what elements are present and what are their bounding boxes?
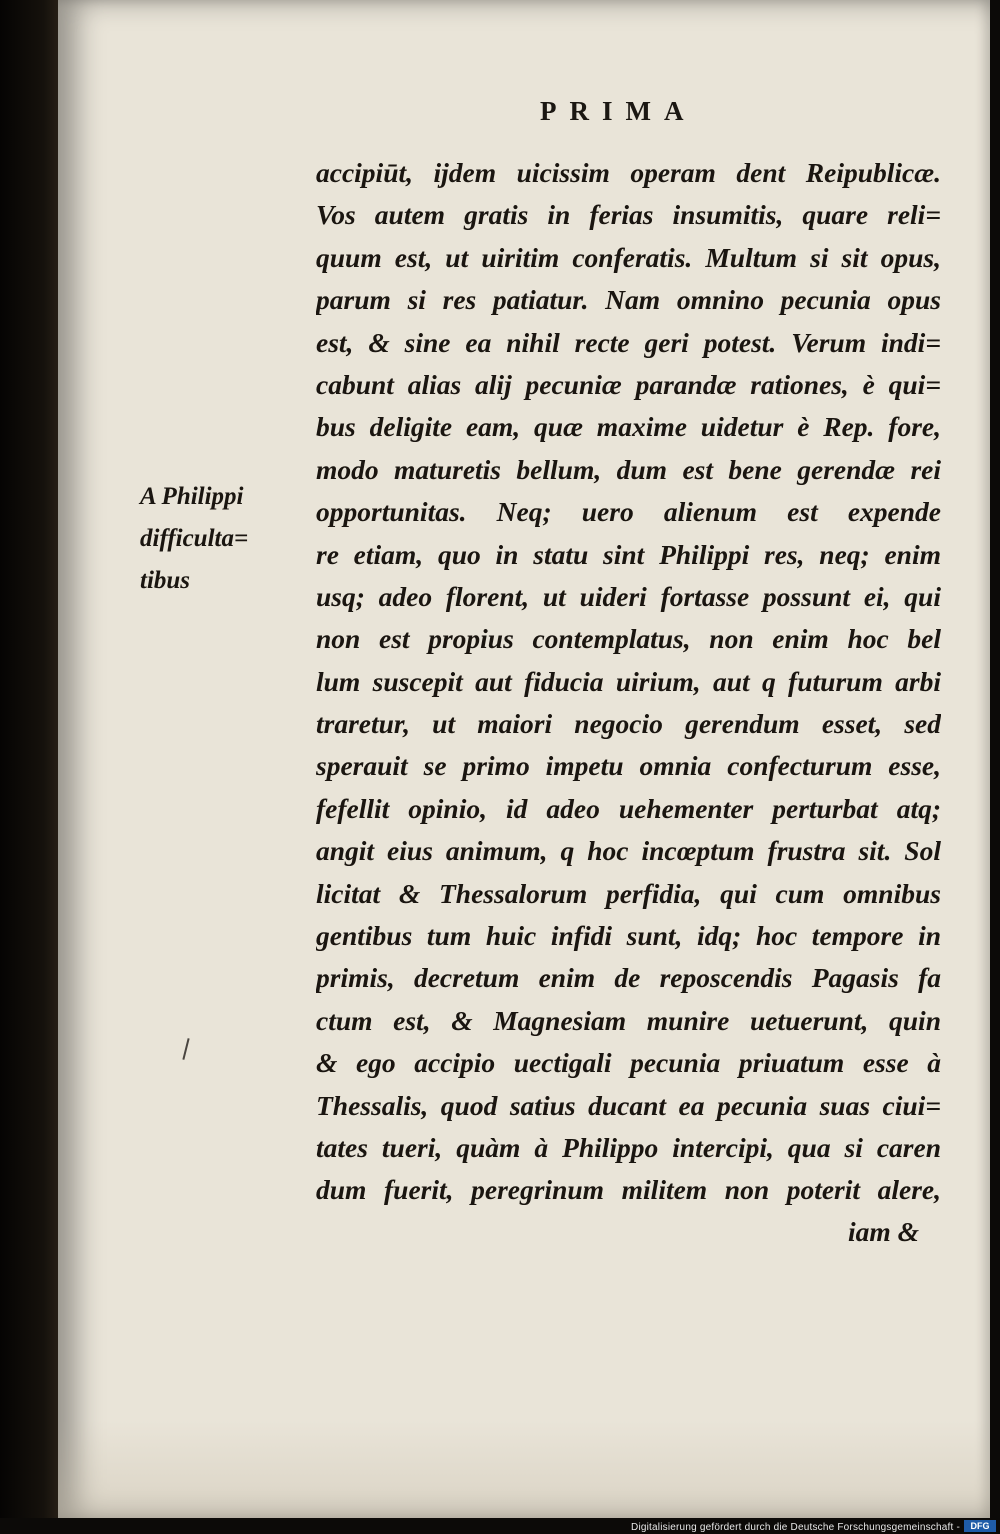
text-line: tates tueri, quàm à Philippo intercipi, qua si caren: [316, 1131, 941, 1163]
text-line: modo maturetis bellum, dum est bene gerendæ rei: [316, 453, 941, 485]
catchword: iam &: [848, 1216, 920, 1247]
text-line: lum suscepit aut fiducia uirium, aut q futurum arbi: [316, 665, 941, 697]
text-line: & ego accipio uectigali pecunia priuatum esse à: [316, 1047, 941, 1079]
text-line: est, & sine ea nihil recte geri potest. Verum indi=: [316, 326, 941, 358]
page-stain: [58, 1420, 990, 1518]
text-line: cabunt alias alij pecuniæ parandæ rationes, è qui=: [316, 368, 941, 400]
margin-note-line: A Philippi: [140, 483, 244, 510]
text-line: licitat & Thessalorum perfidia, qui cum omnibus: [316, 877, 941, 909]
text-line: re etiam, quo in statu sint Philippi res, neq; enim: [316, 538, 941, 570]
footer-bar: [0, 1518, 1000, 1534]
main-text-block: [316, 152, 941, 1212]
text-line: angit eius animum, q hoc incœptum frustra sit. Sol: [316, 835, 941, 867]
text-line: traretur, ut maiori negocio gerendum esset, sed: [316, 708, 941, 740]
text-line: Vos autem gratis in ferias insumitis, quare reli=: [316, 199, 941, 231]
text-line: Thessalis, quod satius ducant ea pecunia suas ciui=: [316, 1089, 941, 1121]
text-line: usq; adeo florent, ut uideri fortasse possunt ei, qui: [316, 580, 941, 612]
scan-dark-edge: [0, 0, 62, 1534]
text-line: opportunitas. Neq; uero alienum est expende: [316, 496, 941, 528]
text-line: sperauit se primo impetu omnia confecturum esse,: [316, 750, 941, 782]
text-line: gentibus tum huic infidi sunt, idq; hoc tempore in: [316, 920, 941, 952]
dfg-logo-icon: DFG: [964, 1520, 996, 1532]
footer-credit: Digitalisierung gefördert durch die Deutsche Forschungsgemeinschaft -: [631, 1522, 960, 1533]
text-line: parum si res patiatur. Nam omnino pecunia opus: [316, 284, 941, 316]
text-line: bus deligite eam, quæ maxime uidetur è Rep. fore,: [316, 411, 941, 443]
text-line: primis, decretum enim de reposcendis Pagasis fa: [316, 962, 941, 994]
text-line: non est propius contemplatus, non enim hoc bel: [316, 623, 941, 655]
text-line: accipiūt, ijdem uicissim operam dent Reipublicæ.: [316, 157, 941, 188]
text-line: quum est, ut uiritim conferatis. Multum si sit opus,: [316, 241, 941, 273]
text-line: fefellit opinio, id adeo uehementer perturbat atq;: [316, 792, 941, 824]
margin-note-line: difficulta=: [140, 525, 249, 552]
margin-note: [140, 476, 290, 602]
margin-note-line: tibus: [140, 567, 191, 594]
text-line: ctum est, & Magnesiam munire uetuerunt, quin: [316, 1004, 941, 1036]
running-head: PRIMA: [540, 96, 697, 126]
text-line: dum fuerit, peregrinum militem non poterit alere,: [316, 1174, 941, 1206]
